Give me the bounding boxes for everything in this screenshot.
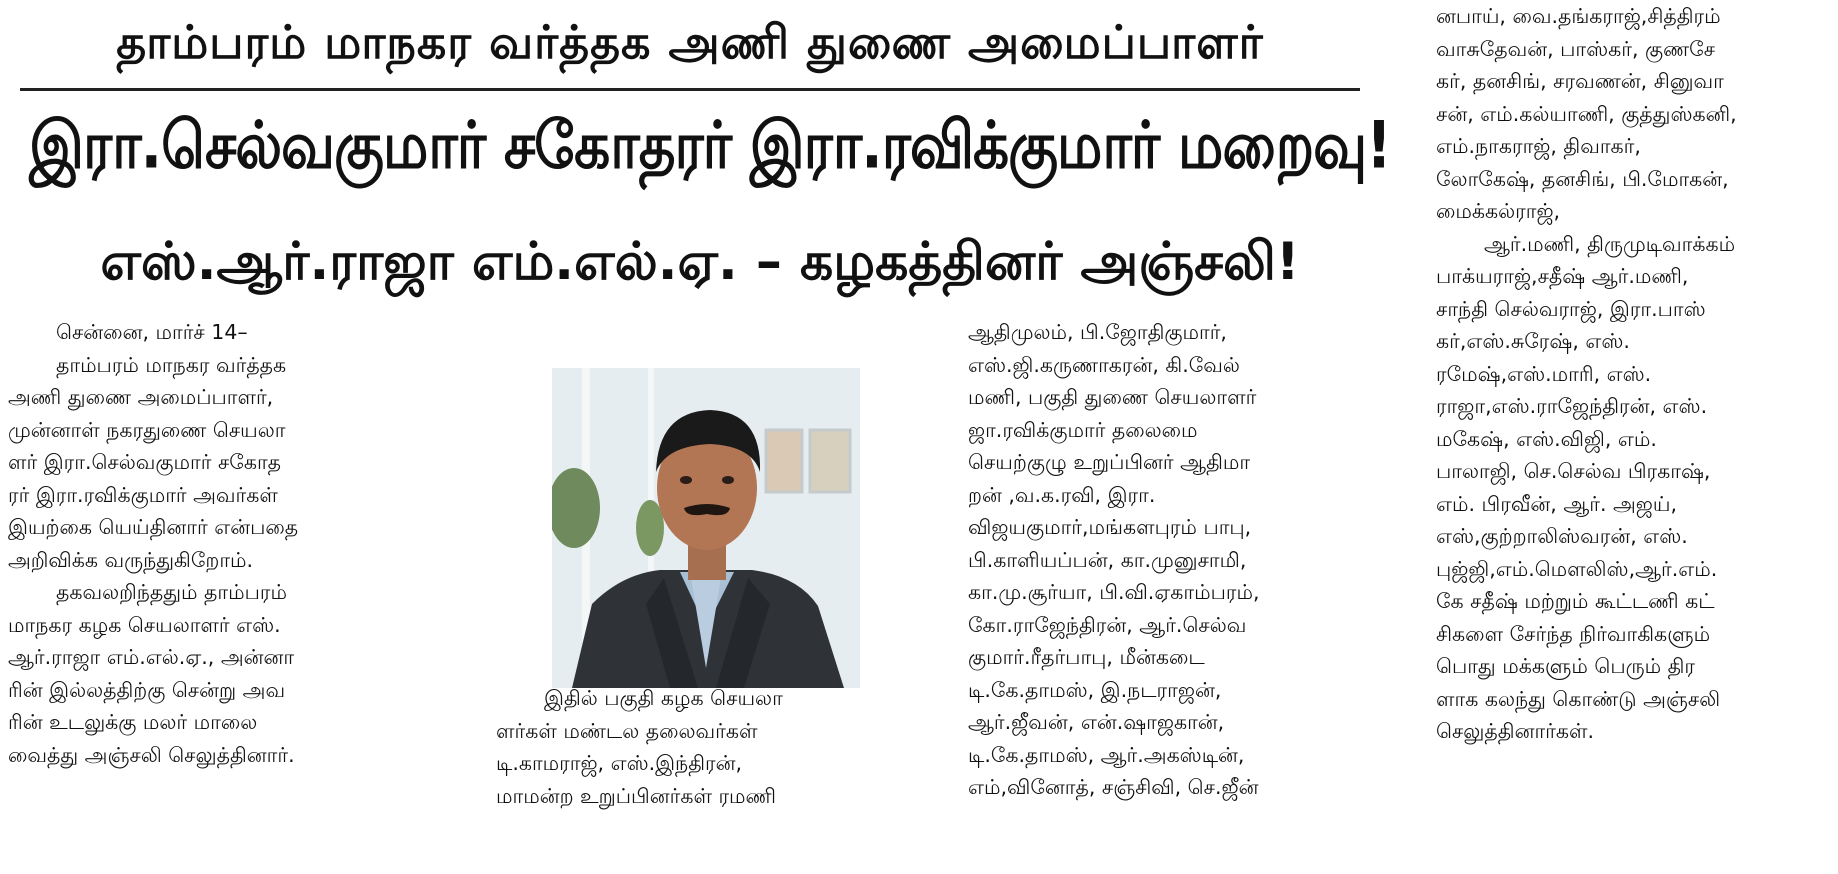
column-line: எம். பிரவீன், ஆர். அஜய், [1436, 491, 1677, 516]
headline-line-3: எஸ்.ஆர்.ராஜா எம்.எல்.ஏ. – கழகத்தினர் அஞ்சலி! [100, 231, 1300, 292]
column-line: செலுத்தினார்கள். [1436, 719, 1595, 743]
article-column-3 [968, 316, 1388, 804]
headline-line-1: தாம்பரம் மாநகர வர்த்தக அணி துணை அமைப்பாளர் [116, 14, 1264, 69]
column-line: ரமேஷ்,எஸ்.மாரி, எஸ். [1436, 361, 1652, 386]
column-line: சிகளை சேர்ந்த நிர்வாகிகளும் [1436, 621, 1711, 646]
column-line: னபாய், வை.தங்கராஜ்,சித்திரம் [1436, 4, 1721, 28]
column-line: கே சதீஷ் மற்றும் கூட்டணி கட் [1436, 589, 1715, 613]
column-line: மாநகர கழக செயலாளர் எஸ். [8, 612, 281, 637]
column-line: வாசுதேவன், பாஸ்கர், குணசே [1436, 36, 1716, 61]
column-line: கோ.ராஜேந்திரன், ஆர்.செல்வ [968, 612, 1247, 637]
column-line: சாந்தி செல்வராஜ், இரா.பாஸ் [1436, 296, 1706, 321]
portrait-illustration [552, 368, 860, 688]
column-line: தகவலறிந்ததும் தாம்பரம் [56, 580, 287, 604]
column-line: பாலாஜி, செ.செல்வ பிரகாஷ், [1436, 459, 1711, 483]
column-line: டி.காமராஜ், எஸ்.இந்திரன், [496, 751, 742, 775]
column-line: விஜயகுமார்,மங்களபுரம் பாபு, [968, 515, 1252, 539]
column-line: தாம்பரம் மாநகர வர்த்தக [56, 352, 287, 377]
column-line: கர்,எஸ்.சுரேஷ், எஸ். [1436, 329, 1630, 353]
column-line: ஆர்.மணி, திருமுடிவாக்கம் [1484, 231, 1736, 256]
column-line: பி.காளியப்பன், கா.முனுசாமி, [968, 547, 1247, 572]
column-line: ஜா.ரவிக்குமார் தலைமை [968, 417, 1198, 442]
column-line: எம்,வினோத், சஞ்சிவி, செ.ஜீன் [968, 775, 1259, 799]
column-line: வைத்து அஞ்சலி செலுத்தினார். [8, 742, 295, 767]
column-line: இயற்கை யெய்தினார் என்பதை [8, 515, 299, 539]
column-line: றன் ,வ.க.ரவி, இரா. [968, 482, 1156, 507]
column-line: பொது மக்களும் பெரும் திர [1436, 654, 1696, 678]
column-line: அறிவிக்க வருந்துகிறோம். [8, 547, 254, 572]
column-line: ஆர்.ராஜா எம்.எல்.ஏ., அன்னா [8, 645, 295, 669]
portrait-photo [552, 368, 860, 688]
column-line: எம்.நாகராஜ், திவாகர், [1436, 134, 1641, 158]
article-column-1 [8, 316, 428, 771]
column-line: ளாக கலந்து கொண்டு அஞ்சலி [1436, 686, 1721, 711]
headline-line-2: இரா.செல்வகுமார் சகோதரர் இரா.ரவிக்குமார் மறைவு! [29, 108, 1391, 184]
column-line: எஸ்.ஜி.கருணாகரன், கி.வேல் [968, 352, 1240, 377]
column-line: ளர்கள் மண்டல தலைவர்கள் [496, 718, 758, 743]
column-line: மைக்கல்ராஜ், [1436, 199, 1561, 223]
column-line: கர், தனசிங், சரவணன், சினுவா [1436, 69, 1724, 93]
column-line: பாக்யராஜ்,சதீஷ் ஆர்.மணி, [1436, 264, 1689, 288]
article-column-2 [496, 682, 926, 812]
column-line: கா.மு.சூர்யா, பி.வி.ஏகாம்பரம், [968, 580, 1260, 604]
column-line: மகேஷ், எஸ்.விஜி, எம். [1436, 426, 1657, 451]
column-line: ஆர்.ஜீவன், என்.ஷாஜகான், [968, 710, 1225, 734]
column-line: லோகேஷ், தனசிங், பி.மோகன், [1436, 166, 1729, 191]
column-line: டி.கே.தாமஸ், இ.நடராஜன், [968, 677, 1222, 702]
column-line: செயற்குழு உறுப்பினர் ஆதிமா [968, 450, 1251, 474]
column-line: அணி துணை அமைப்பாளர், [8, 385, 274, 409]
column-line: டி.கே.தாமஸ், ஆர்.அகஸ்டின், [968, 742, 1245, 767]
article-column-4 [1436, 0, 1834, 748]
column-line: ஆதிமுலம், பி.ஜோதிகுமார், [968, 320, 1227, 344]
headline-divider [20, 88, 1360, 91]
column-line: ரர் இரா.ரவிக்குமார் அவர்கள் [8, 482, 278, 507]
column-line: குமார்.ரீதர்பாபு, மீன்கடை [968, 645, 1205, 669]
column-line: எஸ்,குற்றாலிஸ்வரன், எஸ். [1436, 524, 1688, 548]
column-line: மணி, பகுதி துணை செயலாளர் [968, 385, 1257, 409]
headline-block [0, 0, 1400, 360]
column-line: இதில் பகுதி கழக செயலா [544, 686, 783, 710]
column-line: மாமன்ற உறுப்பினர்கள் ரமணி [496, 783, 777, 808]
column-line: புஜ்ஜி,எம்.மௌலிஸ்,ஆர்.எம். [1436, 556, 1718, 581]
column-line: சன், எம்.கல்யாணி, குத்துஸ்கனி, [1436, 101, 1737, 126]
column-line: முன்னாள் நகரதுணை செயலா [8, 417, 286, 442]
column-line: ராஜா,எஸ்.ராஜேந்திரன், எஸ். [1436, 394, 1708, 418]
column-line: ளர் இரா.செல்வகுமார் சகோத [8, 450, 282, 474]
column-line: ரின் உடலுக்கு மலர் மாலை [8, 710, 258, 734]
column-line: சென்னை, மார்ச் 14– [56, 320, 248, 344]
column-line: ரின் இல்லத்திற்கு சென்று அவ [8, 677, 286, 702]
